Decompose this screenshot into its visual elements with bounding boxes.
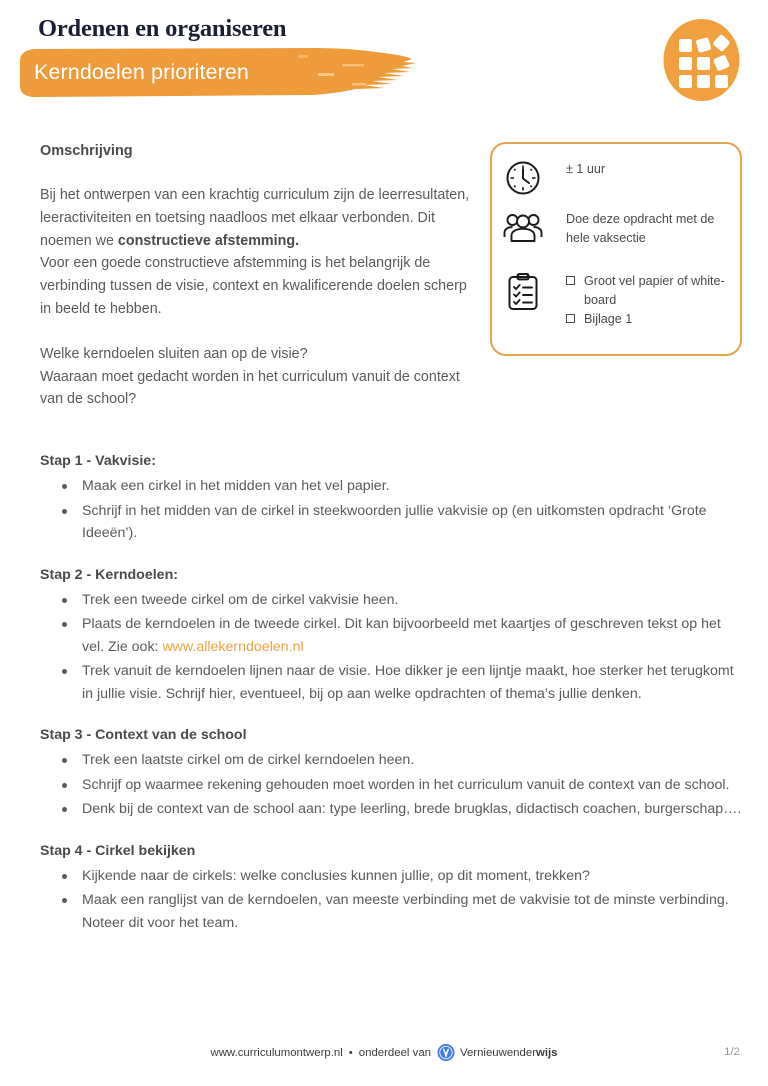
page-footer [0,1042,768,1072]
step-bullet-with-link [40,613,745,658]
step-bullet: Trek een laatste cirkel om de cirkel kerndoelen heen. [40,749,745,772]
footer-site-url[interactable]: www.curriculumontwerp.nl [210,1046,343,1059]
footer-brand-bold: wijs [535,1046,558,1059]
step-bullet: Trek een tweede cirkel om de cirkel vakvisie heen. [40,589,745,612]
category-title: Ordenen en organiseren [38,15,287,42]
step-block [40,843,745,935]
description-body [40,184,470,411]
step-bullet-list [40,865,745,935]
step-block [40,453,745,545]
info-row-duration [500,160,736,196]
description-paragraph-2: Voor een goede constructieve afstemming is het belangrijk de verbinding tussen de visie, context en kwalificerende doelen scherp in beeld te hebben. [40,255,467,317]
step-title: Stap 2 - Kerndoelen: [40,566,178,583]
footer-credit [210,1044,557,1061]
material-item [566,272,736,310]
step-bullet: Schrijf op waarmee rekening gehouden moet worden in het curriculum vanuit de context van de school. [40,774,745,797]
footer-brand-regular: Vernieuwender [459,1046,536,1059]
steps-section [40,453,745,936]
allekerndoelen-link[interactable]: www.allekerndoelen.nl [162,638,304,655]
step-bullet-list [40,589,745,706]
clipboard-checklist-icon [500,272,546,312]
step-bullet: Schrijf in het midden van de cirkel in steekwoorden jullie vakvisie op (en uitkomsten opdracht ‘Grote Ideeën’). [40,500,745,545]
step-bullet: Maak een ranglijst van de kerndoelen, van meeste verbinding met de vakvisie tot de minste verbinding. Noteer dit voor het team. [40,889,745,934]
step-bullet: Maak een cirkel in het midden van het vel papier. [40,475,745,498]
materials-list [546,272,736,329]
step-bullet-list [40,749,745,821]
step-block [40,567,745,706]
description-paragraph-1 [40,184,470,252]
page-header [0,0,768,120]
step-bullet: Trek vanuit de kerndoelen lijnen naar de visie. Hoe dikker je een lijntje maakt, hoe sterker het terugkomt in jullie visie. Schrijf hier, eventueel, bij op aan welke opdrachten of thema’s jullie denken. [40,660,745,705]
vernieuwenderwijs-bulb-icon [437,1044,454,1061]
footer-separator: • [348,1046,353,1059]
step-title: Stap 4 - Cirkel bekijken [40,842,196,859]
description-emphasis: constructieve afstemming. [117,232,300,249]
info-row-group [500,210,736,248]
step-bullet: Denk bij de context van de school aan: type leerling, brede brugklas, didactisch coachen, burgerschap…. [40,798,745,821]
paragraph-spacer [40,321,470,343]
duration-text: ± 1 uur [566,162,606,176]
material-label: Groot vel papier of white-board [584,274,725,307]
group-text: Doe deze opdracht met de hele vaksectie [566,212,715,245]
footer-partof-label: onderdeel van [358,1046,431,1059]
description-section [40,143,470,411]
clock-icon [500,160,546,196]
info-row-materials [500,272,736,329]
grid-squares-icon [660,16,743,104]
description-heading: Omschrijving [40,143,133,159]
info-box [490,142,742,356]
step-title: Stap 1 - Vakvisie: [40,453,156,469]
step-block [40,727,745,821]
footer-brand [460,1047,558,1059]
material-label: Bijlage 1 [584,312,633,326]
description-paragraph-1-text: Bij het ontwerpen van een krachtig curriculum zijn de leerresultaten, leeractiviteiten en toetsing naadloos met elkaar verbonden. Dit noemen we [40,187,470,249]
banner-label: Kerndoelen prioriteren [34,60,249,84]
step-bullet-text: Plaats de kerndoelen in de tweede cirkel. Dit kan bijvoorbeeld met kaartjes of geschreven tekst op het vel. Zie ook: [82,616,721,655]
step-bullet-list [40,475,745,545]
people-group-icon [500,210,546,244]
description-question-1: Welke kerndoelen sluiten aan op de visie? [40,345,308,362]
step-bullet: Kijkende naar de cirkels: welke conclusies kunnen jullie, op dit moment, trekken? [40,865,745,888]
checkbox-icon[interactable] [566,314,575,323]
banner-brush [12,47,432,99]
page-number: 1/2 [724,1046,740,1058]
step-title: Stap 3 - Context van de school [40,727,247,743]
material-item [566,310,736,329]
description-question-2: Waaraan moet gedacht worden in het curriculum vanuit de context van de school? [40,368,460,408]
checkbox-icon[interactable] [566,276,575,285]
